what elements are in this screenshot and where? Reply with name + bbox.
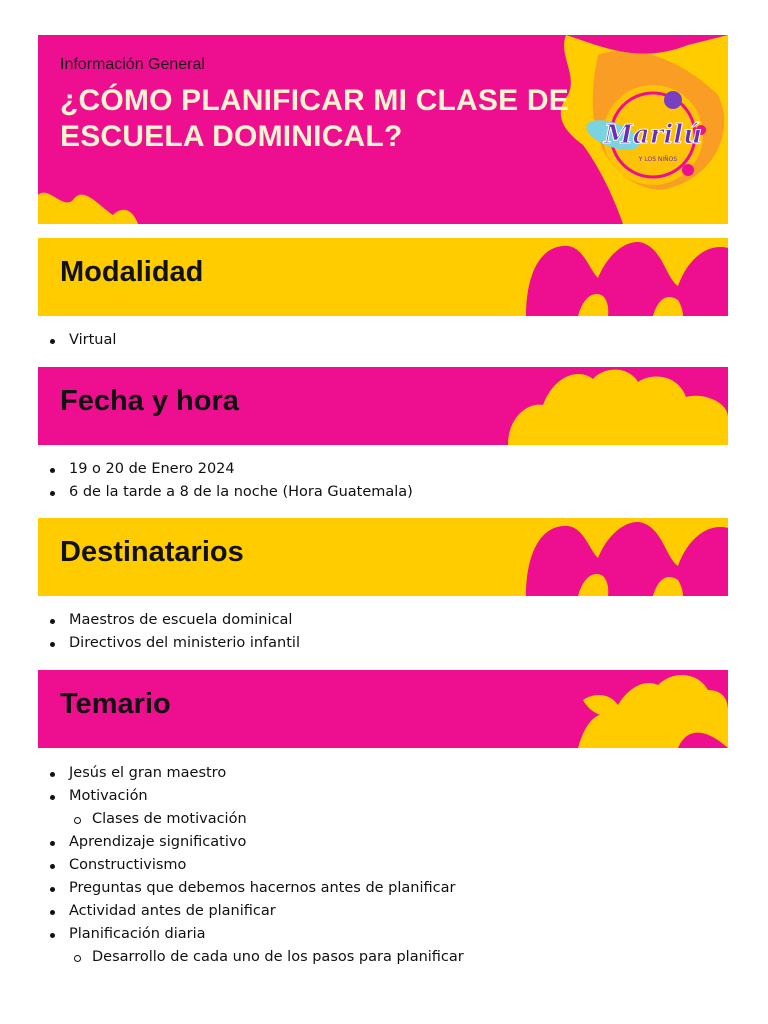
list-item: 19 o 20 de Enero 2024: [50, 458, 413, 481]
section-title-modalidad: Modalidad: [60, 256, 204, 288]
fecha-list: [50, 458, 413, 504]
destinatarios-list: [50, 609, 300, 655]
page-title: ¿CÓMO PLANIFICAR MI CLASE DE ESCUELA DOMINICAL?: [60, 84, 569, 153]
list-item: Motivación: [50, 785, 464, 808]
section-title-temario: Temario: [60, 688, 171, 720]
section-banner-fecha: [38, 367, 728, 445]
list-item: Maestros de escuela dominical: [50, 609, 300, 632]
eyebrow-label: Información General: [60, 56, 205, 73]
list-item: Preguntas que debemos hacernos antes de planificar: [50, 877, 464, 900]
section-banner-destinatarios: [38, 518, 728, 596]
list-item: 6 de la tarde a 8 de la noche (Hora Guatemala): [50, 481, 413, 504]
temario-list: [50, 762, 464, 969]
list-item: Planificación diaria: [50, 923, 464, 946]
section-banner-modalidad: [38, 238, 728, 316]
sub-list-item: Clases de motivación: [50, 808, 464, 831]
section-title-destinatarios: Destinatarios: [60, 536, 244, 568]
list-item: Virtual: [50, 329, 116, 352]
header-banner: [38, 35, 728, 224]
list-item: Constructivismo: [50, 854, 464, 877]
logo-text: Marilú: [604, 120, 702, 150]
modalidad-list: [50, 329, 116, 352]
list-item: Directivos del ministerio infantil: [50, 632, 300, 655]
section-banner-temario: [38, 670, 728, 748]
sub-list-item: Desarrollo de cada uno de los pasos para planificar: [50, 946, 464, 969]
list-item: Actividad antes de planificar: [50, 900, 464, 923]
logo-subtext: Y LOS NIÑOS: [638, 156, 678, 163]
marilu-logo: [583, 75, 723, 195]
section-title-fecha: Fecha y hora: [60, 385, 239, 417]
list-item: Jesús el gran maestro: [50, 762, 464, 785]
list-item: Aprendizaje significativo: [50, 831, 464, 854]
